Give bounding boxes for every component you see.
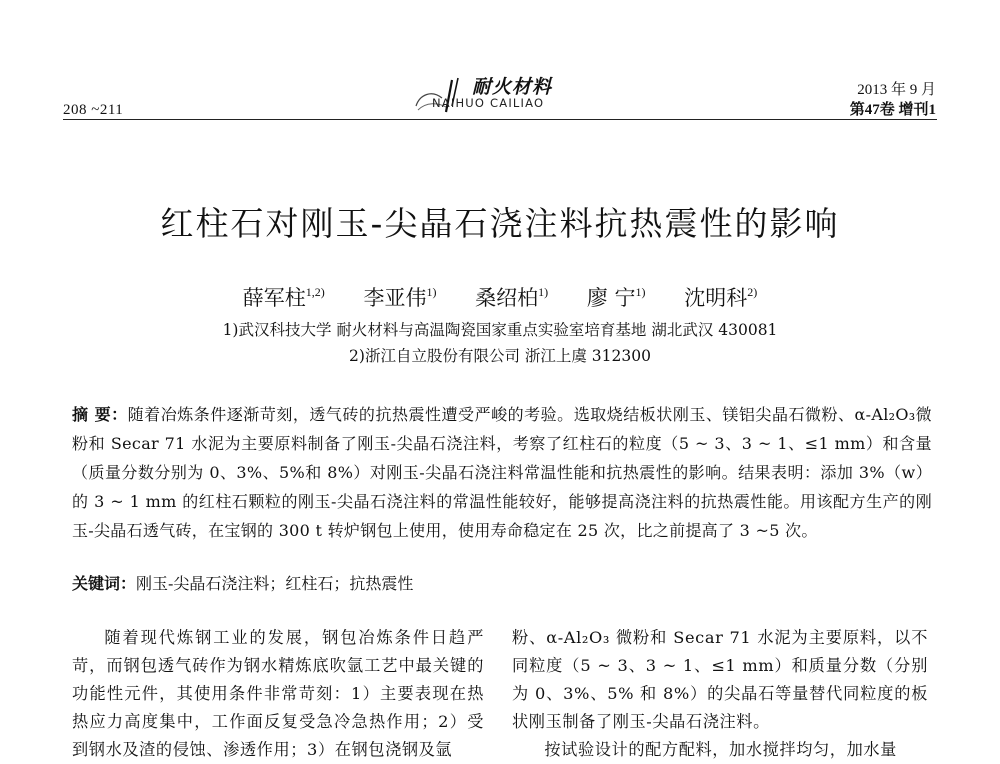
author-list (0, 282, 1000, 312)
journal-name-cn: 耐火材料 (472, 76, 553, 98)
author: 沈明科$^{2)}$ (684, 285, 758, 310)
issue-info (850, 80, 936, 120)
abstract-label: 摘 要： (72, 405, 128, 424)
author: 李亚伟$^{1)}$ (363, 285, 437, 310)
body-paragraph: 随着现代炼钢工业的发展，钢包冶炼条件日趋严苛，而钢包透气砖作为钢水精炼底吹氩工艺中最关键的功能性元件，其使用条件非常苛刻：1）主要表现在热热应力高度集中，工作面反复受急冷急热作用；2）受到钢水及渣的侵蚀、渗透作用；3）在钢包浇钢及氩 (72, 628, 484, 759)
body-left-column (72, 624, 484, 764)
keywords (72, 570, 932, 598)
issue-date: 2013 年 9 月 (857, 82, 936, 98)
author: 廖 宁$^{1)}$ (586, 285, 646, 310)
abstract-text: 随着冶炼条件逐渐苛刻，透气砖的抗热震性遭受严峻的考验。选取烧结板状刚玉、镁铝尖晶石微粉、α-Al₂O₃微粉和 Secar 71 水泥为主要原料制备了刚玉-尖晶石浇注料，考察了红柱石的粒度（5 ~ 3、3 ~ 1、≤1 mm）和含量（质量分数分别为 0、3%、5%和 8%）对刚玉-尖晶石浇注料常温性能和抗热震性的影响。结果表明：添加 3%（w）的 3 ~ 1 mm 的红柱石颗粒的刚玉-尖晶石浇注料的常温性能较好，能够提高浇注料的抗热震性能。用该配方生产的刚玉-尖晶石透气砖，在宝钢的 300 t 转炉钢包上使用，使用寿命稳定在 25 次，比之前提高了 3 ~5 次。 (72, 405, 932, 540)
page-range: 208 ~211 (63, 102, 124, 118)
issue-volume: 第47卷 增刊1 (849, 102, 936, 118)
body-right-column (512, 624, 928, 764)
affiliation-2: 2)浙江自立股份有限公司 浙江上虞 312300 (349, 347, 651, 365)
body-paragraph: 按试验设计的配方配料，加水搅拌均匀，加水量 (544, 740, 897, 759)
body-paragraph: 粉、α-Al₂O₃ 微粉和 Secar 71 水泥为主要原料，以不同粒度（5 ~ 3、3 ~ 1、≤1 mm）和质量分数（分别为 0、3%、5% 和 8%）的尖晶石等量替代同粒度的板状刚玉制备了刚玉-尖晶石浇注料。 (512, 628, 928, 731)
header-rule (63, 119, 937, 120)
keywords-label: 关键词： (72, 574, 137, 593)
abstract (72, 400, 932, 545)
article-title: 红柱石对刚玉-尖晶石浇注料抗热震性的影响 (160, 204, 840, 243)
author: 薛军柱$^{1,2)}$ (242, 285, 325, 310)
affiliation-1: 1)武汉科技大学 耐火材料与高温陶瓷国家重点实验室培育基地 湖北武汉 430081 (222, 321, 778, 339)
author: 桑绍柏$^{1)}$ (475, 285, 549, 310)
journal-name-en: NAIHUO CAILIAO (432, 96, 545, 110)
keywords-text: 刚玉-尖晶石浇注料；红柱石；抗热震性 (136, 574, 414, 593)
journal-logo (412, 70, 582, 114)
